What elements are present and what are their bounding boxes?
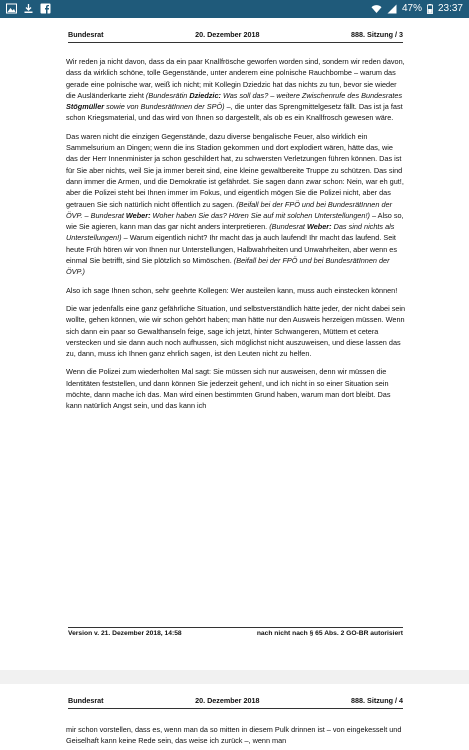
status-bar xyxy=(0,0,469,18)
footer-authorization: nach nicht nach § 65 Abs. 2 GO-BR autorisiert xyxy=(256,630,403,637)
header-session: 888. Sitzung / 3 xyxy=(351,30,403,39)
header-date: 20. Dezember 2018 xyxy=(195,696,260,705)
document-page-next xyxy=(0,684,469,750)
battery-icon xyxy=(427,4,433,14)
header-session: 888. Sitzung / 4 xyxy=(351,696,403,705)
clock: 23:37 xyxy=(437,3,463,14)
document-body xyxy=(66,56,406,419)
facebook-icon xyxy=(40,3,51,14)
system-status xyxy=(371,3,463,14)
wifi-icon xyxy=(371,4,382,14)
page-footer xyxy=(68,630,403,637)
paragraph: Die war jedenfalls eine ganz gefährliche Situation, und selbstverständlich hätte jeder, der nicht dabei sein wollte, gehen können, wie wir schon gehört haben; man hätte nur den Ausweis herzeigen müssen. Wenn sich dann ein paar so Gewalthanseln feige, sage ich jetzt, hinter Schwangeren, Müttern et cetera verstecken und sie dann auch noch aufhussen, sich möglichst nicht auszuweisen, und diese lassen das zu, dann, muss ich Ihnen ganz ehrlich sagen, ist den Leuten nicht zu helfen. xyxy=(66,303,406,359)
paragraph: Wir reden ja nicht davon, dass da ein paar Knallfrösche geworfen worden sind, sondern wir reden davon, dass da wirklich schöne, tolle Gegenstände, unter anderem eine polnische Rauchbombe – warum das gerade eine polnische war, weiß ich nicht; mit Kollegin Dziedzic hat das nichts zu tun, bevor sie wieder die Ausländerkarte zieht (Bundesrätin Dziedzic: Was soll das? – weitere Zwischenrufe des Bundesrates Stögmüller sowie von BundesrätInnen der SPÖ) –, die unter das Sprengmittelgesetz fällt. Das ist ja fast schon Kriegsmaterial, und das wird von Ihnen so dargestellt, als ob es ein Knallfrosch gewesen wäre. xyxy=(66,57,405,123)
paragraph: mir schon vorstellen, dass es, wenn man da so mitten in diesem Pulk drinnen ist – von eingekesselt und Geiselhaft kann keine Rede sein, das weise ich zurück –, wenn man xyxy=(66,725,402,746)
header-left: Bundesrat xyxy=(68,30,104,39)
document-page xyxy=(0,18,469,670)
gallery-icon xyxy=(6,3,17,14)
download-icon xyxy=(23,3,34,14)
header-rule xyxy=(68,42,403,43)
page-header xyxy=(68,30,403,39)
header-left: Bundesrat xyxy=(68,696,104,705)
paragraph: Wenn die Polizei zum wiederholten Mal sagt: Sie müssen sich nur ausweisen, denn wir müssen die Identitäten feststellen, und dann können Sie jederzeit gehen!, und ich nicht in so einer Situation sein möchte, dann mache ich das. Man wird einen bestimmten Grund haben, warum man dort bleibt. Das kann natürlich Angst sein, und das kann ich xyxy=(66,367,391,411)
signal-icon xyxy=(387,4,397,14)
footer-rule xyxy=(68,627,403,628)
page-header xyxy=(68,696,403,705)
battery-percent: 47% xyxy=(401,3,422,14)
paragraph: Das waren nicht die einzigen Gegenstände, dazu diverse bengalische Feuer, also wirklich ein Sammelsurium an Dingen; wenn die ins Stadion gekommen und dort explodiert wären, hätte das, wie das der Herr Innenminister ja schon geschildert hat, zu schwersten Verletzungen führen können. Das ist für Sie aber nichts, weil Sie ja immer bereit sind, eine kleine gewaltbereite Truppe zu schützen. Das sind dann immer die Armen, und die Demokratie ist gefährdet. Sie sagen dann zwar schon: Nein, war eh gut!, aber die Polizei steht bei Ihnen immer im Fokus, und eigentlich mögen Sie die Polizei nicht, aber das getrauen Sie sich natürlich nicht öffentlich zu sagen. (Beifall bei der FPÖ und bei BundesrätInnen der ÖVP. – Bundesrat Weber: Woher haben Sie das? Hören Sie auf mit solchen Unterstellungen!) – Also so, wie Sie agieren, kann man das gar nicht anders interpretieren. (Bundesrat Weber: Das sind nichts als Unterstellungen!) – Warum eigentlich nicht? Ihr macht das ja auch laufend! Ihr macht das laufend. Seit heute Früh hören wir von Ihnen nur Unterstellungen, Halbwahrheiten und Unwahrheiten, aber wenn es einmal Sie betrifft, sind Sie plötzlich so Mimöschen. (Beifall bei der FPÖ und bei BundesrätInnen der ÖVP.) xyxy=(66,131,404,277)
header-rule xyxy=(68,708,403,709)
footer-version: Version v. 21. Dezember 2018, 14:58 xyxy=(68,630,182,637)
paragraph: Also ich sage Ihnen schon, sehr geehrte Kollegen: Wer austeilen kann, muss auch einstecken können! xyxy=(66,285,398,295)
header-date: 20. Dezember 2018 xyxy=(195,30,260,39)
notification-icons xyxy=(6,3,51,14)
